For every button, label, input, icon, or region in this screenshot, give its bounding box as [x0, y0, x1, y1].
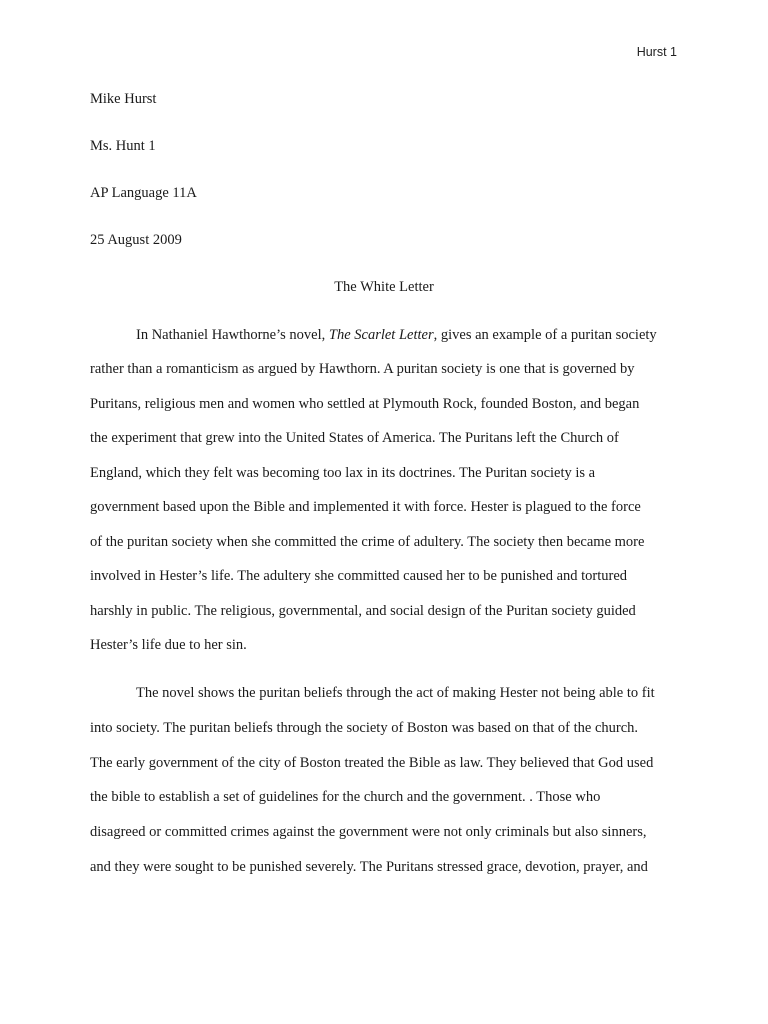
paragraph-2-line: disagreed or committed crimes against the government were not only criminals but also sinners,: [90, 824, 647, 840]
student-name: Mike Hurst: [90, 91, 157, 107]
paragraph-1-line: Hester’s life due to her sin.: [90, 637, 247, 653]
essay-date: 25 August 2009: [90, 232, 182, 248]
paragraph-1-line: the experiment that grew into the United States of America. The Puritans left the Church of: [90, 430, 619, 446]
paragraph-1-line-1: [90, 325, 728, 345]
paragraph-2-line: The early government of the city of Boston treated the Bible as law. They believed that God used: [90, 755, 654, 771]
paragraph-1-line: of the puritan society when she committed the crime of adultery. The society then became more: [90, 534, 645, 550]
essay-title: The White Letter: [334, 279, 434, 295]
paragraph-1-line: government based upon the Bible and implemented it with force. Hester is plagued to the force: [90, 499, 641, 515]
paragraph-1-line: harshly in public. The religious, governmental, and social design of the Puritan society guided: [90, 603, 636, 619]
course-name: AP Language 11A: [90, 185, 197, 201]
paragraph-1-text: , gives an example of a puritan society: [433, 327, 657, 343]
paragraph-1-text: In Nathaniel Hawthorne’s novel,: [136, 327, 329, 343]
paragraph-1-line: involved in Hester’s life. The adultery she committed caused her to be punished and tortured: [90, 568, 628, 584]
paragraph-1-line: Puritans, religious men and women who settled at Plymouth Rock, founded Boston, and began: [90, 396, 640, 412]
running-header-page-number: Hurst 1: [636, 45, 677, 59]
book-title: The Scarlet Letter: [328, 327, 434, 343]
teacher-name: Ms. Hunt 1: [90, 138, 156, 154]
paragraph-2-line: the bible to establish a set of guidelines for the church and the government. . Those who: [90, 789, 601, 805]
paragraph-2-line: and they were sought to be punished severely. The Puritans stressed grace, devotion, prayer, and: [90, 859, 648, 875]
paragraph-2-line: The novel shows the puritan beliefs through the act of making Hester not being able to fit: [136, 685, 655, 701]
paragraph-1-line: rather than a romanticism as argued by Hawthorn. A puritan society is one that is governed by: [90, 361, 635, 377]
paragraph-2-line: into society. The puritan beliefs through the society of Boston was based on that of the church.: [90, 720, 639, 736]
paragraph-1-line: England, which they felt was becoming too lax in its doctrines. The Puritan society is a: [90, 465, 596, 481]
